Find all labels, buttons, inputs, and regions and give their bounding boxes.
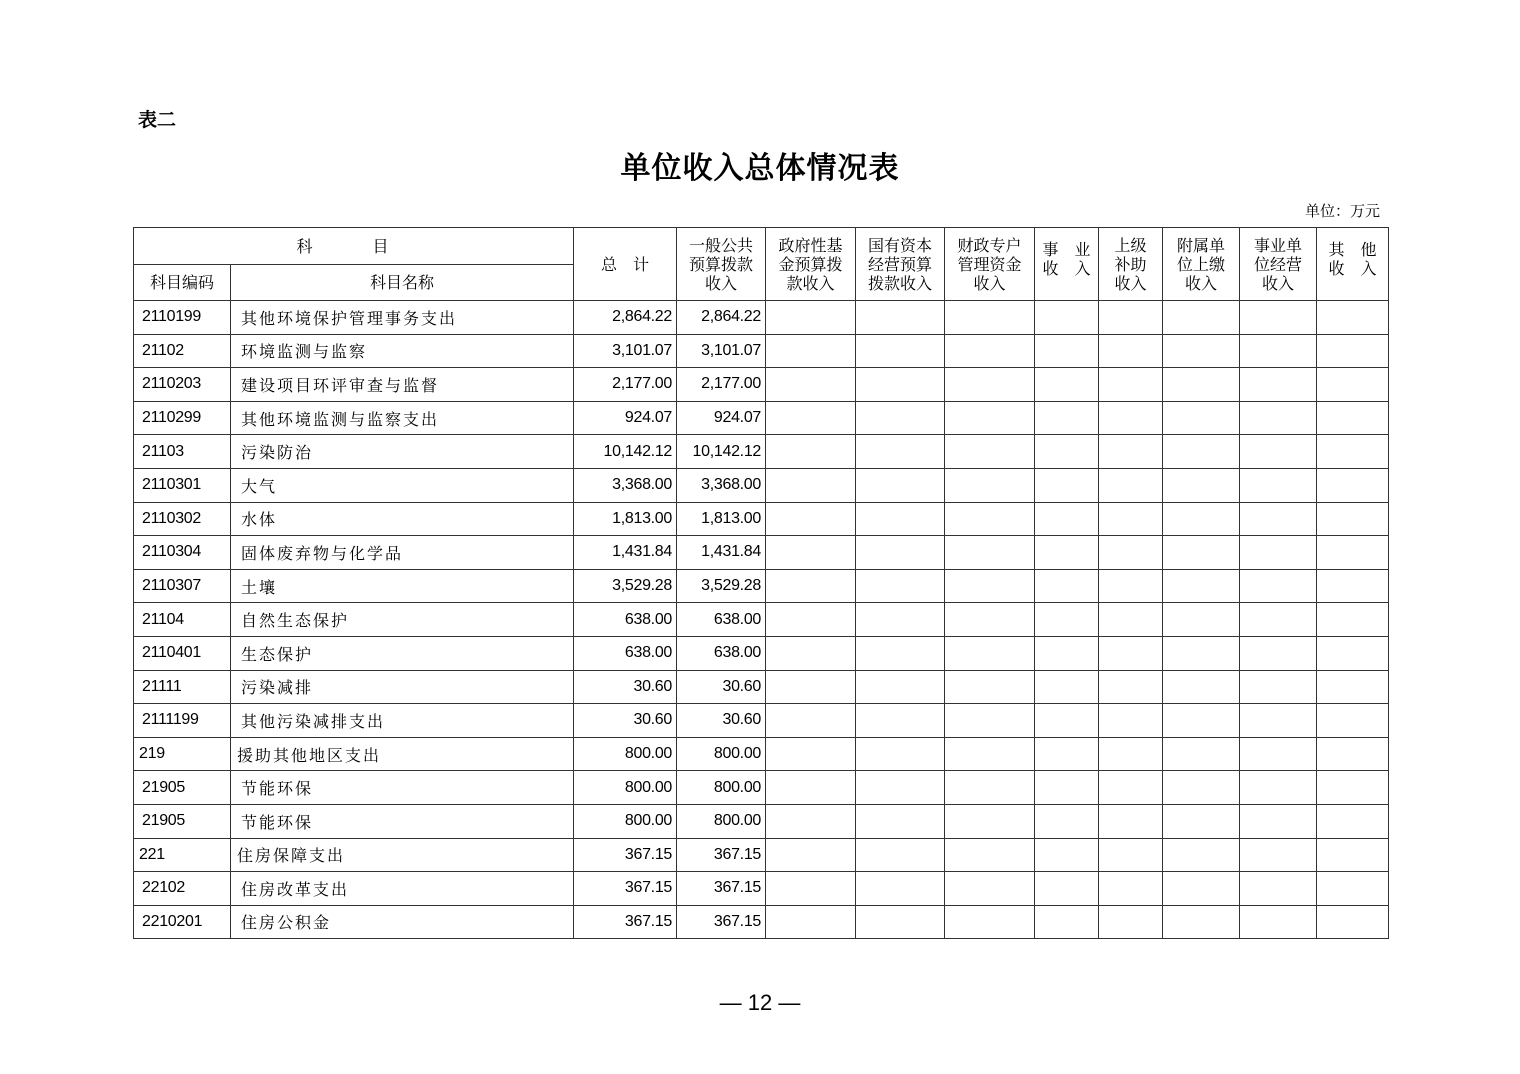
table-row xyxy=(134,435,1389,469)
header-special-account: 财政专户 管理资金 收入 xyxy=(945,228,1035,301)
empty-cell xyxy=(1035,603,1099,637)
row-total: 367.15 xyxy=(574,905,677,939)
table-label: 表二 xyxy=(138,109,177,131)
table-row xyxy=(134,401,1389,435)
empty-cell xyxy=(1035,804,1099,838)
empty-cell xyxy=(856,368,945,402)
empty-cell xyxy=(1240,804,1317,838)
income-table xyxy=(133,227,1389,939)
row-code: 2110299 xyxy=(134,401,231,435)
row-name: 污染防治 xyxy=(231,435,574,469)
empty-cell xyxy=(766,569,856,603)
row-general-budget: 3,101.07 xyxy=(677,334,766,368)
table-row xyxy=(134,468,1389,502)
empty-cell xyxy=(1240,569,1317,603)
empty-cell xyxy=(1163,368,1240,402)
empty-cell xyxy=(1317,536,1389,570)
empty-cell xyxy=(945,670,1035,704)
empty-cell xyxy=(1163,771,1240,805)
empty-cell xyxy=(1317,468,1389,502)
empty-cell xyxy=(1240,838,1317,872)
empty-cell xyxy=(1240,872,1317,906)
empty-cell xyxy=(1163,905,1240,939)
empty-cell xyxy=(856,603,945,637)
empty-cell xyxy=(766,737,856,771)
row-code: 2110401 xyxy=(134,636,231,670)
empty-cell xyxy=(945,502,1035,536)
row-code: 21102 xyxy=(134,334,231,368)
table-row xyxy=(134,301,1389,335)
empty-cell xyxy=(1035,334,1099,368)
header-affiliated-income: 附属单 位上缴 收入 xyxy=(1163,228,1240,301)
row-total: 638.00 xyxy=(574,636,677,670)
row-name: 其他环境保护管理事务支出 xyxy=(231,301,574,335)
row-general-budget: 800.00 xyxy=(677,804,766,838)
empty-cell xyxy=(766,468,856,502)
row-code: 21103 xyxy=(134,435,231,469)
row-general-budget: 367.15 xyxy=(677,872,766,906)
empty-cell xyxy=(856,401,945,435)
table-row xyxy=(134,872,1389,906)
row-name: 住房改革支出 xyxy=(231,872,574,906)
row-code: 2110301 xyxy=(134,468,231,502)
row-general-budget: 800.00 xyxy=(677,737,766,771)
row-general-budget: 1,813.00 xyxy=(677,502,766,536)
row-total: 800.00 xyxy=(574,737,677,771)
row-name: 其他环境监测与监察支出 xyxy=(231,401,574,435)
empty-cell xyxy=(945,771,1035,805)
empty-cell xyxy=(766,401,856,435)
row-total: 1,431.84 xyxy=(574,536,677,570)
row-code: 22102 xyxy=(134,872,231,906)
row-code: 2210201 xyxy=(134,905,231,939)
empty-cell xyxy=(1099,737,1163,771)
row-general-budget: 3,529.28 xyxy=(677,569,766,603)
empty-cell xyxy=(1240,401,1317,435)
row-code: 21905 xyxy=(134,804,231,838)
row-code: 21905 xyxy=(134,771,231,805)
table-row xyxy=(134,771,1389,805)
empty-cell xyxy=(1163,301,1240,335)
empty-cell xyxy=(766,636,856,670)
header-subject-code: 科目编码 xyxy=(134,265,231,301)
row-general-budget: 638.00 xyxy=(677,636,766,670)
table-row xyxy=(134,670,1389,704)
empty-cell xyxy=(1317,771,1389,805)
empty-cell xyxy=(1163,872,1240,906)
row-code: 2110307 xyxy=(134,569,231,603)
empty-cell xyxy=(856,536,945,570)
table-row xyxy=(134,334,1389,368)
empty-cell xyxy=(1099,301,1163,335)
empty-cell xyxy=(1035,704,1099,738)
empty-cell xyxy=(1099,838,1163,872)
empty-cell xyxy=(766,905,856,939)
row-name: 大气 xyxy=(231,468,574,502)
row-name: 水体 xyxy=(231,502,574,536)
row-general-budget: 2,177.00 xyxy=(677,368,766,402)
header-subject-group: 科 目 xyxy=(134,228,574,265)
page-number: — 12 — xyxy=(719,990,801,1015)
empty-cell xyxy=(945,603,1035,637)
row-name: 住房保障支出 xyxy=(231,838,574,872)
empty-cell xyxy=(1163,435,1240,469)
empty-cell xyxy=(1163,401,1240,435)
row-code: 21111 xyxy=(134,670,231,704)
row-total: 30.60 xyxy=(574,704,677,738)
empty-cell xyxy=(1163,737,1240,771)
empty-cell xyxy=(1163,704,1240,738)
row-name: 自然生态保护 xyxy=(231,603,574,637)
empty-cell xyxy=(945,334,1035,368)
empty-cell xyxy=(1240,435,1317,469)
empty-cell xyxy=(1240,737,1317,771)
table-row xyxy=(134,704,1389,738)
row-name: 节能环保 xyxy=(231,804,574,838)
table-row xyxy=(134,905,1389,939)
empty-cell xyxy=(1163,603,1240,637)
empty-cell xyxy=(856,905,945,939)
row-name: 土壤 xyxy=(231,569,574,603)
empty-cell xyxy=(766,435,856,469)
row-name: 固体废弃物与化学品 xyxy=(231,536,574,570)
row-general-budget: 2,864.22 xyxy=(677,301,766,335)
row-name: 污染减排 xyxy=(231,670,574,704)
empty-cell xyxy=(1163,670,1240,704)
empty-cell xyxy=(1240,670,1317,704)
empty-cell xyxy=(1317,737,1389,771)
empty-cell xyxy=(1099,872,1163,906)
empty-cell xyxy=(856,435,945,469)
empty-cell xyxy=(1099,368,1163,402)
empty-cell xyxy=(1035,301,1099,335)
empty-cell xyxy=(1317,670,1389,704)
empty-cell xyxy=(1163,804,1240,838)
empty-cell xyxy=(1317,435,1389,469)
empty-cell xyxy=(1035,536,1099,570)
empty-cell xyxy=(766,301,856,335)
empty-cell xyxy=(1240,502,1317,536)
table-row xyxy=(134,804,1389,838)
row-total: 924.07 xyxy=(574,401,677,435)
row-name: 节能环保 xyxy=(231,771,574,805)
empty-cell xyxy=(1317,838,1389,872)
empty-cell xyxy=(945,872,1035,906)
empty-cell xyxy=(1240,301,1317,335)
empty-cell xyxy=(1240,771,1317,805)
empty-cell xyxy=(1099,771,1163,805)
empty-cell xyxy=(766,670,856,704)
empty-cell xyxy=(945,569,1035,603)
empty-cell xyxy=(945,301,1035,335)
empty-cell xyxy=(945,468,1035,502)
empty-cell xyxy=(1163,334,1240,368)
empty-cell xyxy=(1035,368,1099,402)
empty-cell xyxy=(1317,401,1389,435)
table-row xyxy=(134,838,1389,872)
empty-cell xyxy=(856,569,945,603)
empty-cell xyxy=(945,838,1035,872)
header-state-capital: 国有资本 经营预算 拨款收入 xyxy=(856,228,945,301)
row-total: 800.00 xyxy=(574,771,677,805)
empty-cell xyxy=(945,636,1035,670)
empty-cell xyxy=(1099,569,1163,603)
empty-cell xyxy=(1240,905,1317,939)
empty-cell xyxy=(945,435,1035,469)
empty-cell xyxy=(856,468,945,502)
row-total: 800.00 xyxy=(574,804,677,838)
empty-cell xyxy=(1035,771,1099,805)
empty-cell xyxy=(1035,502,1099,536)
header-general-budget: 一般公共 预算拨款 收入 xyxy=(677,228,766,301)
row-code: 21104 xyxy=(134,603,231,637)
empty-cell xyxy=(1317,502,1389,536)
empty-cell xyxy=(856,301,945,335)
empty-cell xyxy=(1035,468,1099,502)
header-business-unit-income: 事业单 位经营 收入 xyxy=(1240,228,1317,301)
row-general-budget: 367.15 xyxy=(677,838,766,872)
row-total: 367.15 xyxy=(574,838,677,872)
empty-cell xyxy=(856,737,945,771)
empty-cell xyxy=(1035,636,1099,670)
header-superior-subsidy: 上级 补助 收入 xyxy=(1099,228,1163,301)
empty-cell xyxy=(1317,301,1389,335)
row-code: 221 xyxy=(134,838,231,872)
header-gov-fund: 政府性基 金预算拨 款收入 xyxy=(766,228,856,301)
row-name: 建设项目环评审查与监督 xyxy=(231,368,574,402)
empty-cell xyxy=(856,838,945,872)
row-code: 2111199 xyxy=(134,704,231,738)
empty-cell xyxy=(1317,603,1389,637)
empty-cell xyxy=(1317,905,1389,939)
unit-label: 单位：万元 xyxy=(1304,202,1380,220)
empty-cell xyxy=(766,368,856,402)
page-title: 单位收入总体情况表 xyxy=(620,151,900,186)
empty-cell xyxy=(1035,569,1099,603)
header-subject-name: 科目名称 xyxy=(231,265,574,301)
empty-cell xyxy=(766,334,856,368)
empty-cell xyxy=(1317,804,1389,838)
row-code: 2110302 xyxy=(134,502,231,536)
empty-cell xyxy=(1099,502,1163,536)
empty-cell xyxy=(945,401,1035,435)
empty-cell xyxy=(945,704,1035,738)
table-row xyxy=(134,569,1389,603)
empty-cell xyxy=(1035,401,1099,435)
empty-cell xyxy=(1099,804,1163,838)
table-row xyxy=(134,636,1389,670)
empty-cell xyxy=(856,804,945,838)
empty-cell xyxy=(1317,636,1389,670)
table-row xyxy=(134,536,1389,570)
empty-cell xyxy=(1240,468,1317,502)
empty-cell xyxy=(1099,704,1163,738)
empty-cell xyxy=(766,804,856,838)
empty-cell xyxy=(1099,334,1163,368)
row-name: 住房公积金 xyxy=(231,905,574,939)
empty-cell xyxy=(1163,502,1240,536)
header-other-income: 其 他 收 入 xyxy=(1317,228,1389,301)
row-name: 其他污染减排支出 xyxy=(231,704,574,738)
row-general-budget: 924.07 xyxy=(677,401,766,435)
empty-cell xyxy=(945,536,1035,570)
row-code: 219 xyxy=(134,737,231,771)
empty-cell xyxy=(1099,670,1163,704)
empty-cell xyxy=(1317,334,1389,368)
empty-cell xyxy=(1099,435,1163,469)
empty-cell xyxy=(1035,670,1099,704)
empty-cell xyxy=(1099,603,1163,637)
empty-cell xyxy=(1163,838,1240,872)
empty-cell xyxy=(1240,334,1317,368)
row-total: 1,813.00 xyxy=(574,502,677,536)
table-body xyxy=(134,301,1389,939)
empty-cell xyxy=(1317,704,1389,738)
row-name: 生态保护 xyxy=(231,636,574,670)
empty-cell xyxy=(856,872,945,906)
empty-cell xyxy=(1163,569,1240,603)
empty-cell xyxy=(1317,872,1389,906)
empty-cell xyxy=(766,838,856,872)
table-row xyxy=(134,368,1389,402)
table-row xyxy=(134,502,1389,536)
row-name: 援助其他地区支出 xyxy=(231,737,574,771)
empty-cell xyxy=(945,368,1035,402)
empty-cell xyxy=(945,905,1035,939)
header-total: 总 计 xyxy=(574,228,677,301)
empty-cell xyxy=(1317,569,1389,603)
empty-cell xyxy=(856,334,945,368)
row-total: 10,142.12 xyxy=(574,435,677,469)
empty-cell xyxy=(1240,368,1317,402)
row-total: 3,368.00 xyxy=(574,468,677,502)
empty-cell xyxy=(1035,905,1099,939)
row-general-budget: 638.00 xyxy=(677,603,766,637)
empty-cell xyxy=(766,872,856,906)
row-total: 2,177.00 xyxy=(574,368,677,402)
table-row xyxy=(134,603,1389,637)
empty-cell xyxy=(1099,536,1163,570)
empty-cell xyxy=(1317,368,1389,402)
empty-cell xyxy=(856,771,945,805)
empty-cell xyxy=(766,603,856,637)
empty-cell xyxy=(1099,636,1163,670)
empty-cell xyxy=(1163,536,1240,570)
empty-cell xyxy=(766,704,856,738)
empty-cell xyxy=(945,737,1035,771)
empty-cell xyxy=(856,502,945,536)
row-general-budget: 30.60 xyxy=(677,704,766,738)
empty-cell xyxy=(766,502,856,536)
row-total: 3,529.28 xyxy=(574,569,677,603)
row-general-budget: 30.60 xyxy=(677,670,766,704)
empty-cell xyxy=(856,636,945,670)
empty-cell xyxy=(1240,704,1317,738)
empty-cell xyxy=(1035,872,1099,906)
row-total: 638.00 xyxy=(574,603,677,637)
row-general-budget: 800.00 xyxy=(677,771,766,805)
row-general-budget: 3,368.00 xyxy=(677,468,766,502)
empty-cell xyxy=(1240,636,1317,670)
empty-cell xyxy=(1035,737,1099,771)
empty-cell xyxy=(1035,435,1099,469)
empty-cell xyxy=(1240,536,1317,570)
row-total: 367.15 xyxy=(574,872,677,906)
empty-cell xyxy=(856,670,945,704)
empty-cell xyxy=(1099,468,1163,502)
row-general-budget: 367.15 xyxy=(677,905,766,939)
row-total: 3,101.07 xyxy=(574,334,677,368)
empty-cell xyxy=(1240,603,1317,637)
header-business-income: 事 业 收 入 xyxy=(1035,228,1099,301)
row-total: 2,864.22 xyxy=(574,301,677,335)
empty-cell xyxy=(1099,401,1163,435)
row-code: 2110203 xyxy=(134,368,231,402)
empty-cell xyxy=(766,771,856,805)
empty-cell xyxy=(1163,636,1240,670)
empty-cell xyxy=(856,704,945,738)
row-name: 环境监测与监察 xyxy=(231,334,574,368)
row-code: 2110199 xyxy=(134,301,231,335)
empty-cell xyxy=(1099,905,1163,939)
row-general-budget: 10,142.12 xyxy=(677,435,766,469)
empty-cell xyxy=(945,804,1035,838)
row-total: 30.60 xyxy=(574,670,677,704)
row-code: 2110304 xyxy=(134,536,231,570)
row-general-budget: 1,431.84 xyxy=(677,536,766,570)
empty-cell xyxy=(1163,468,1240,502)
table-row xyxy=(134,737,1389,771)
empty-cell xyxy=(1035,838,1099,872)
empty-cell xyxy=(766,536,856,570)
